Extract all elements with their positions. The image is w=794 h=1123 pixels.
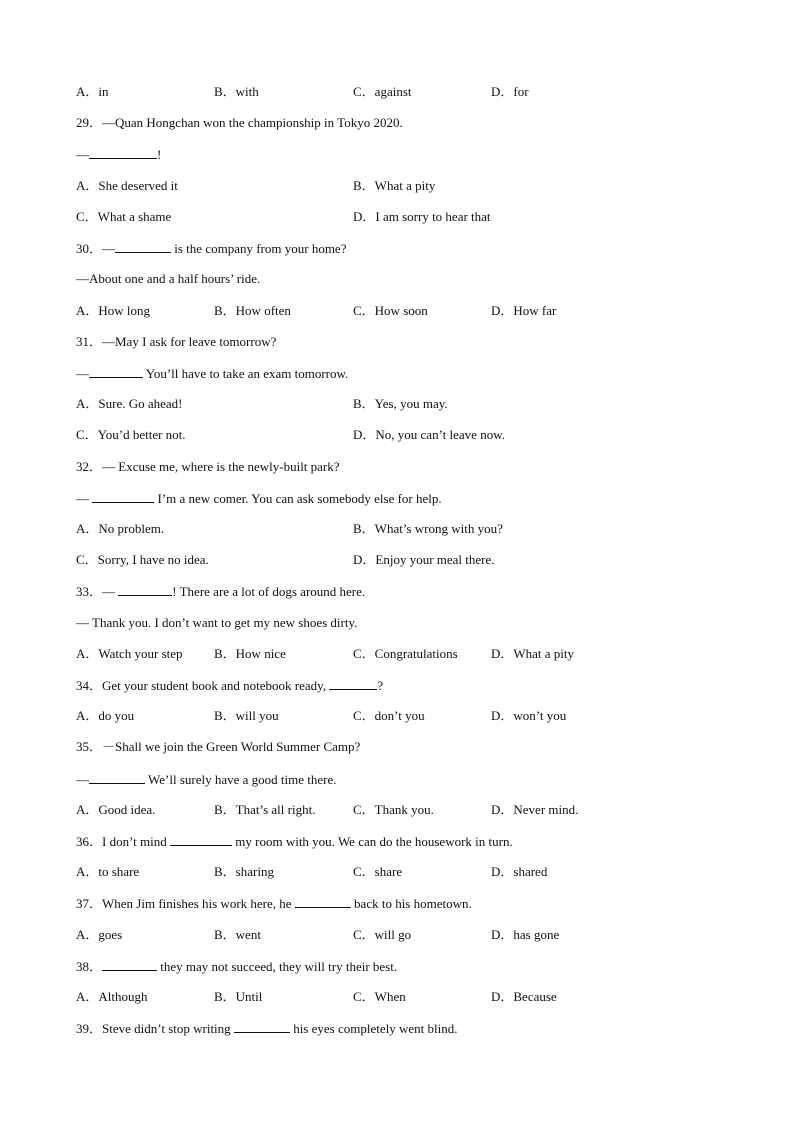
option-d[interactable]: D．What a pity	[491, 646, 575, 661]
answer-blank[interactable]	[89, 146, 157, 159]
answer-blank[interactable]	[115, 240, 171, 253]
response-text: You’ll have to take an exam tomorrow.	[143, 366, 349, 381]
option-d[interactable]: D．I am sorry to hear that	[353, 209, 491, 224]
option-d[interactable]: D．for	[491, 84, 529, 99]
option-b[interactable]: B．with	[214, 84, 259, 99]
option-b[interactable]: B．went	[214, 927, 261, 942]
answer-blank[interactable]	[89, 365, 143, 378]
option-c[interactable]: C．What a shame	[76, 209, 172, 224]
stem-text: 30．—	[76, 241, 116, 256]
option-d[interactable]: D．won’t you	[491, 708, 567, 723]
question-37-stem	[76, 895, 472, 912]
stem-text: they may not succeed, they will try their best.	[157, 959, 398, 974]
question-35-response	[76, 771, 336, 788]
response-dash: —	[76, 491, 93, 506]
answer-blank[interactable]	[295, 895, 351, 908]
question-33-stem	[76, 583, 365, 600]
option-c[interactable]: C．share	[353, 864, 403, 879]
stem-text: ?	[377, 678, 384, 693]
stem-text: 36．I don’t mind	[76, 834, 171, 849]
option-a[interactable]: A．How long	[76, 303, 151, 318]
question-29-response	[76, 146, 161, 163]
stem-text: 39．Steve didn’t stop writing	[76, 1021, 234, 1036]
option-b[interactable]: B．What a pity	[353, 178, 436, 193]
option-c[interactable]: C．When	[353, 989, 406, 1004]
option-c[interactable]: C．How soon	[353, 303, 428, 318]
stem-text: his eyes completely went blind.	[289, 1021, 458, 1036]
question-32-stem: 32．— Excuse me, where is the newly-built park?	[76, 459, 340, 474]
option-a[interactable]: A．to share	[76, 864, 140, 879]
answer-blank[interactable]	[118, 583, 172, 596]
option-b[interactable]: B．will you	[214, 708, 279, 723]
option-a[interactable]: A．goes	[76, 927, 123, 942]
option-c[interactable]: C．don’t you	[353, 708, 425, 723]
answer-blank[interactable]	[329, 677, 377, 690]
option-d[interactable]: D．Enjoy your meal there.	[353, 552, 495, 567]
question-30-response: —About one and a half hours’ ride.	[76, 271, 261, 286]
option-d[interactable]: D．has gone	[491, 927, 560, 942]
answer-blank[interactable]	[170, 833, 232, 846]
option-c[interactable]: C．Congratulations	[353, 646, 458, 661]
response-dash: —	[76, 147, 89, 162]
question-35-stem: 35．－Shall we join the Green World Summer Camp?	[76, 739, 361, 754]
stem-text: 34．Get your student book and notebook ready,	[76, 678, 330, 693]
option-c[interactable]: C．Sorry, I have no idea.	[76, 552, 209, 567]
option-a[interactable]: A．Watch your step	[76, 646, 183, 661]
question-31-stem: 31．—May I ask for leave tomorrow?	[76, 334, 277, 349]
question-31-response	[76, 365, 348, 382]
option-b[interactable]: B．Yes, you may.	[353, 396, 448, 411]
option-b[interactable]: B．How often	[214, 303, 291, 318]
stem-text: back to his hometown.	[350, 896, 472, 911]
stem-text: is the company from your home?	[171, 241, 347, 256]
option-b[interactable]: B．What’s wrong with you?	[353, 521, 503, 536]
response-dash: —	[76, 772, 89, 787]
answer-blank[interactable]	[89, 771, 145, 784]
option-a[interactable]: A．Although	[76, 989, 148, 1004]
answer-blank[interactable]	[92, 490, 154, 503]
option-c[interactable]: C．Thank you.	[353, 802, 434, 817]
response-text: I’m a new comer. You can ask somebody else for help.	[154, 491, 442, 506]
question-32-response	[76, 490, 442, 507]
option-d[interactable]: D．Because	[491, 989, 557, 1004]
option-c[interactable]: C．against	[353, 84, 412, 99]
option-a[interactable]: A．Sure. Go ahead!	[76, 396, 183, 411]
option-a[interactable]: A．No problem.	[76, 521, 165, 536]
option-a[interactable]: A．do you	[76, 708, 135, 723]
option-d[interactable]: D．How far	[491, 303, 557, 318]
option-b[interactable]: B．Until	[214, 989, 263, 1004]
option-a[interactable]: A．in	[76, 84, 109, 99]
option-a[interactable]: A．Good idea.	[76, 802, 156, 817]
question-38-stem	[76, 958, 397, 975]
stem-text: 33．—	[76, 584, 119, 599]
option-d[interactable]: D．Never mind.	[491, 802, 579, 817]
question-33-response: — Thank you. I don’t want to get my new shoes dirty.	[76, 615, 358, 630]
stem-text: 38．	[76, 959, 103, 974]
question-34-stem	[76, 677, 383, 694]
question-30-stem	[76, 240, 346, 257]
option-d[interactable]: D．shared	[491, 864, 548, 879]
option-a[interactable]: A．She deserved it	[76, 178, 178, 193]
option-c[interactable]: C．will go	[353, 927, 412, 942]
stem-text: my room with you. We can do the housework in turn.	[232, 834, 513, 849]
stem-text: 37．When Jim finishes his work here, he	[76, 896, 295, 911]
question-36-stem	[76, 833, 513, 850]
response-text: !	[157, 147, 162, 162]
question-39-stem	[76, 1020, 457, 1037]
answer-blank[interactable]	[102, 958, 157, 971]
option-c[interactable]: C．You’d better not.	[76, 427, 186, 442]
option-b[interactable]: B．sharing	[214, 864, 274, 879]
stem-text: ! There are a lot of dogs around here.	[172, 584, 366, 599]
response-text: We’ll surely have a good time there.	[145, 772, 337, 787]
option-b[interactable]: B．That’s all right.	[214, 802, 316, 817]
response-dash: —	[76, 366, 89, 381]
option-d[interactable]: D．No, you can’t leave now.	[353, 427, 505, 442]
answer-blank[interactable]	[234, 1020, 290, 1033]
question-29-stem: 29．—Quan Hongchan won the championship in Tokyo 2020.	[76, 115, 403, 130]
option-b[interactable]: B．How nice	[214, 646, 286, 661]
